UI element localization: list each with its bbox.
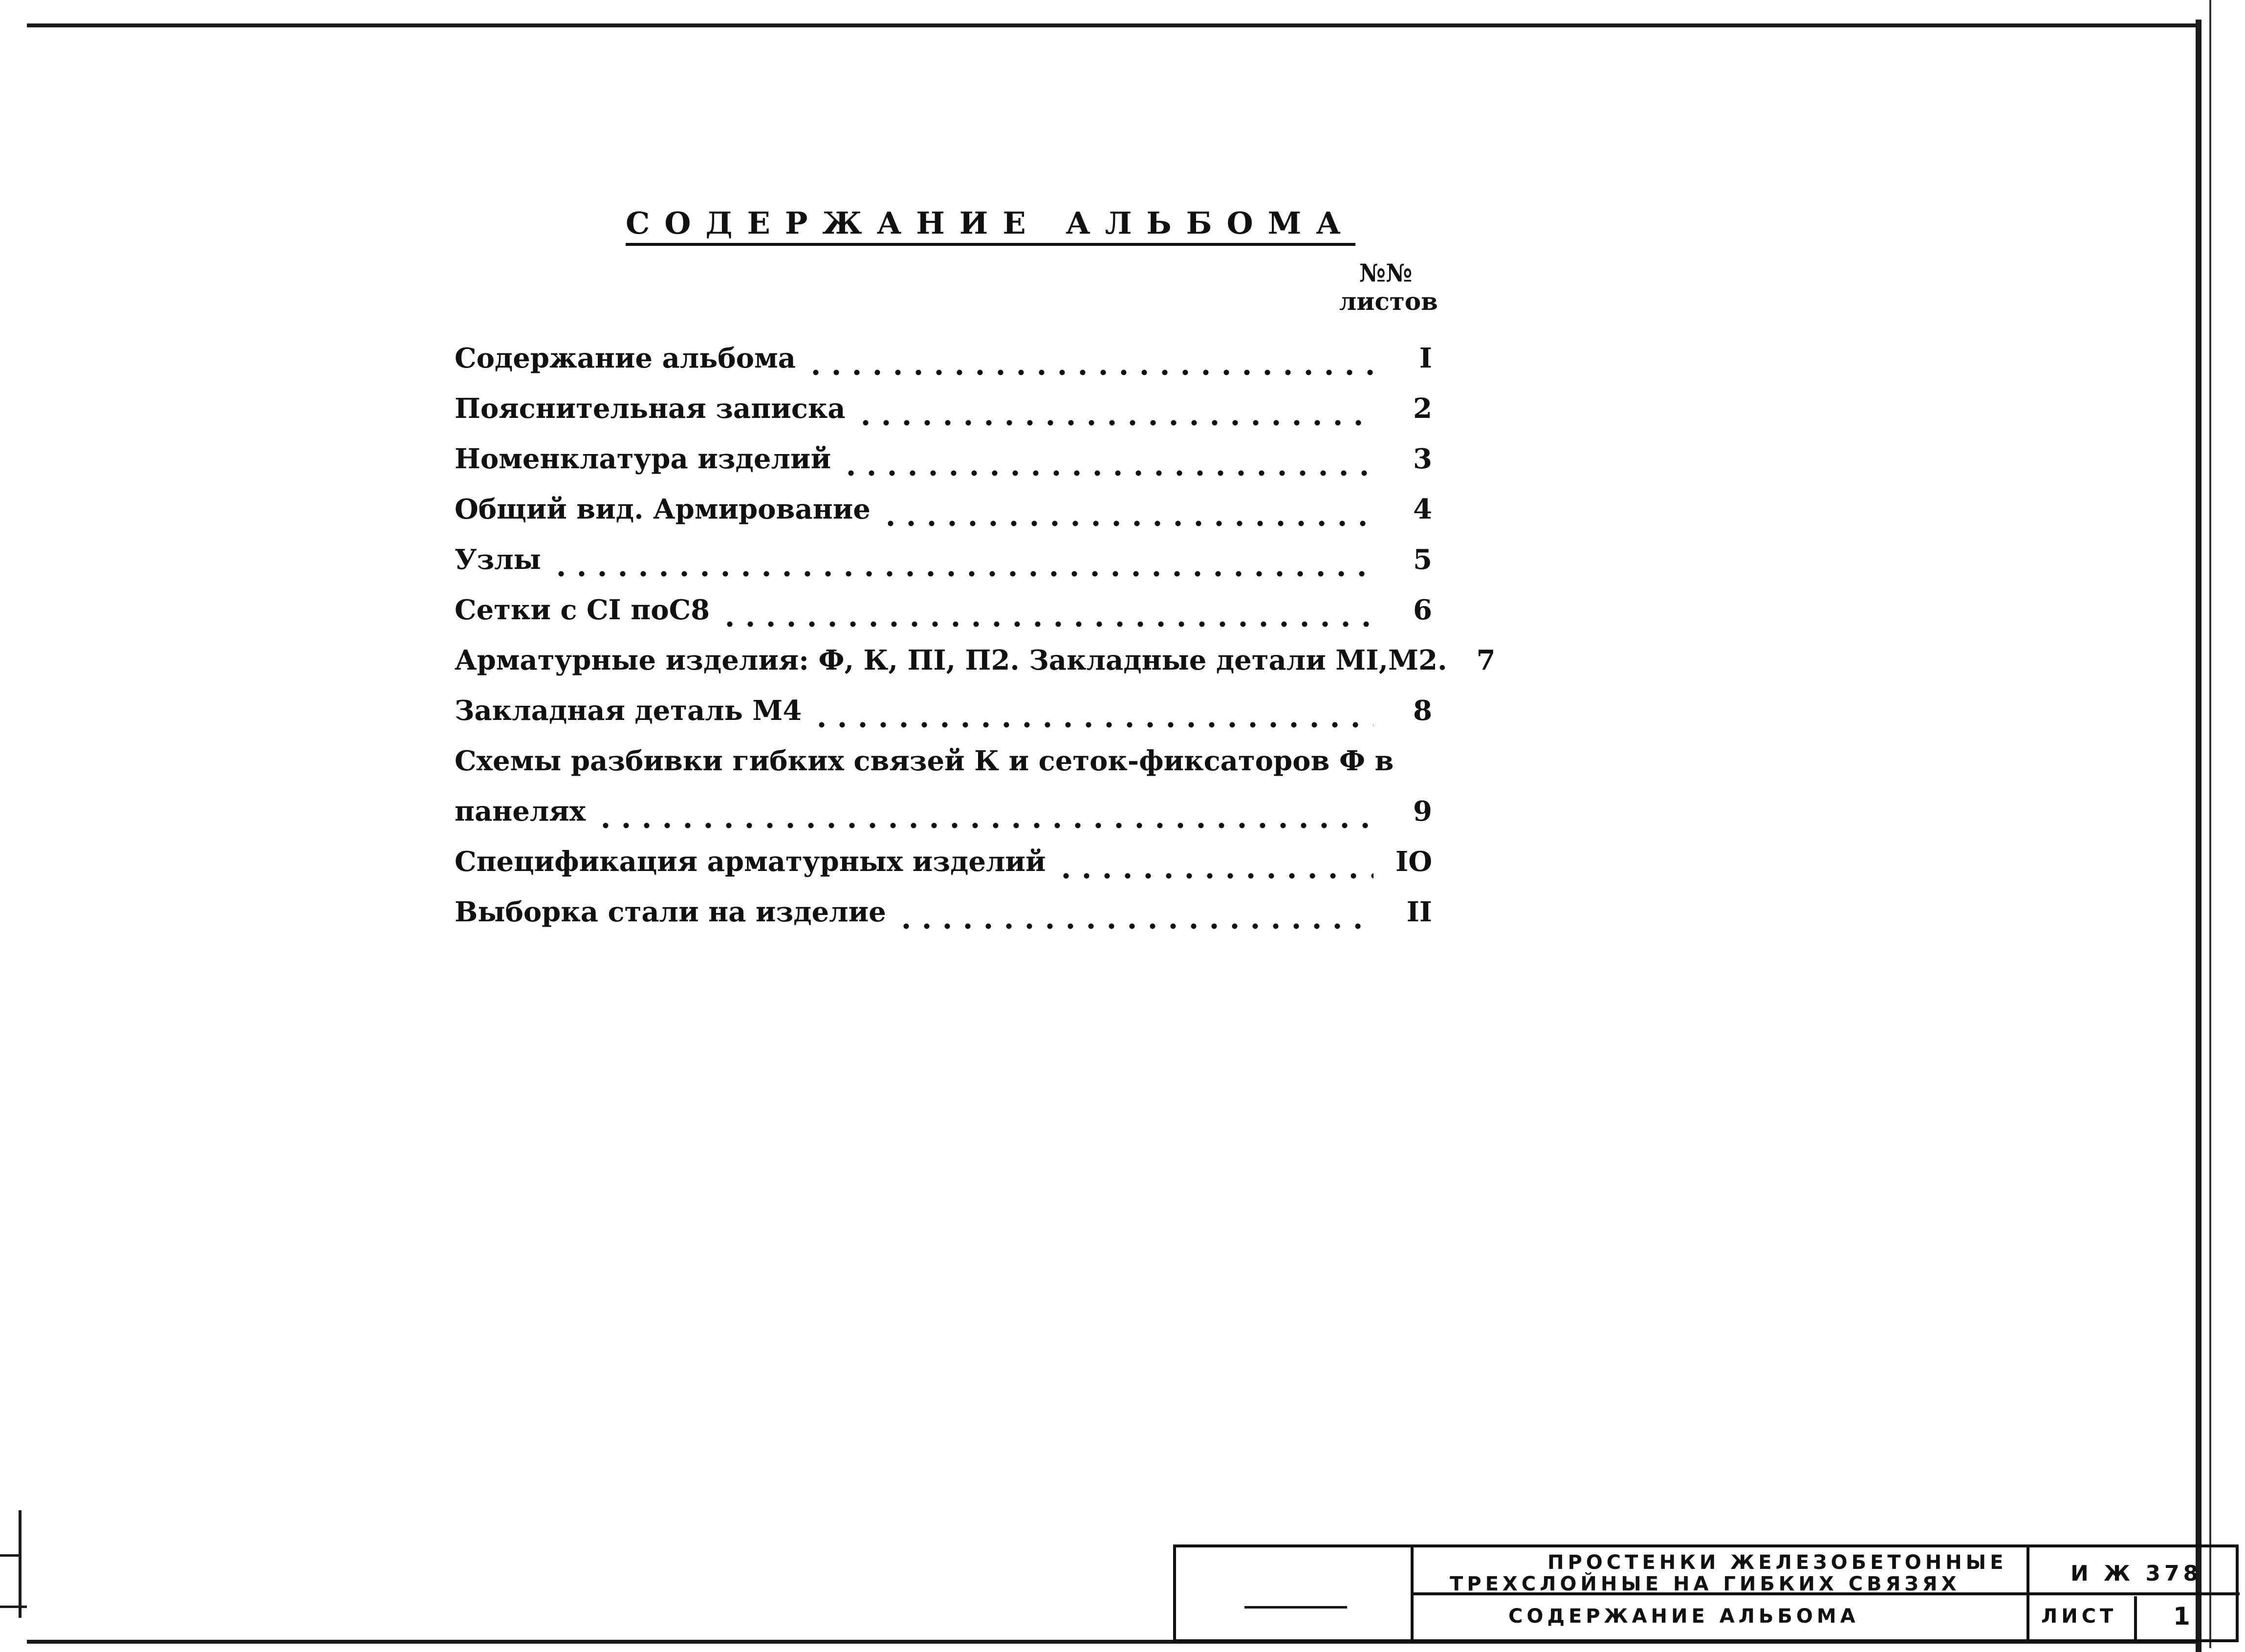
toc-entry <box>455 745 1432 795</box>
toc-entry <box>455 342 1432 392</box>
toc-entry-page: 7 <box>1476 644 1496 676</box>
table-of-contents <box>455 342 1496 946</box>
toc-entry <box>455 795 1432 846</box>
frame-tick <box>0 1606 27 1608</box>
project-title-line2: ТРЕХСЛОЙНЫЕ НА ГИБКИХ СВЯЗЯХ <box>1450 1573 1961 1595</box>
toc-entry-label: Номенклатура изделий <box>455 443 831 475</box>
toc-entry <box>455 443 1432 493</box>
toc-entry-page: 9 <box>1413 795 1432 827</box>
toc-entry <box>455 846 1432 896</box>
toc-dot-leader <box>551 571 1373 577</box>
toc-entry <box>455 543 1432 594</box>
sheet-number: 1 <box>2173 1602 2194 1630</box>
toc-dot-leader <box>806 370 1373 375</box>
document-title: СОДЕРЖАНИЕ АЛЬБОМА <box>626 205 1355 246</box>
toc-entry-page: 2 <box>1413 392 1432 425</box>
toc-entry-page: 4 <box>1413 493 1432 525</box>
toc-entry-page: 3 <box>1413 443 1432 475</box>
toc-entry-label: Закладная деталь М4 <box>455 695 802 727</box>
toc-entry <box>455 594 1432 644</box>
toc-entry-label: панелях <box>455 795 586 827</box>
title-block-dash <box>1244 1606 1347 1609</box>
toc-entry-page: 6 <box>1413 594 1432 626</box>
toc-dot-leader <box>719 621 1373 627</box>
toc-entry-label: Узлы <box>455 543 541 576</box>
toc-entry-page: 8 <box>1413 695 1432 727</box>
frame-right-edge <box>2209 0 2211 1648</box>
toc-entry-label: Общий вид. Армирование <box>455 493 871 525</box>
frame-tick <box>0 1554 20 1557</box>
toc-dot-leader <box>896 923 1373 929</box>
toc-entry-page: 5 <box>1413 543 1432 576</box>
toc-dot-leader <box>811 722 1373 728</box>
sheet-label: ЛИСТ <box>2041 1605 2117 1628</box>
toc-entry-label: Выборка стали на изделие <box>455 896 886 928</box>
toc-dot-leader <box>855 420 1373 426</box>
toc-entry-label: Схемы разбивки гибких связей К и сеток-фиксаторов Ф в <box>455 745 1394 777</box>
frame-right-line <box>2196 20 2201 1652</box>
project-title-line1: ПРОСТЕНКИ ЖЕЛЕЗОБЕТОННЫЕ <box>1548 1551 2007 1574</box>
sheet-number-column-header: №№ листов <box>1339 259 1438 316</box>
toc-entry-label: Содержание альбома <box>455 342 796 374</box>
toc-dot-leader <box>841 470 1373 476</box>
toc-entry-label: Арматурные изделия: Ф, К, ПI, П2. Закладные детали МI,М2. <box>455 644 1447 676</box>
toc-dot-leader <box>880 521 1373 526</box>
toc-entry-page: I <box>1419 342 1432 374</box>
frame-top-line <box>27 23 2201 27</box>
toc-entry-label: Сетки с СI поС8 <box>455 594 710 626</box>
title-block-divider <box>2134 1596 2137 1640</box>
toc-entry-page: II <box>1406 896 1432 928</box>
frame-left-line <box>19 1510 22 1618</box>
document-code: И Ж 378 <box>2071 1561 2202 1586</box>
toc-entry-label: Спецификация арматурных изделий <box>455 846 1046 878</box>
sheet-title: СОДЕРЖАНИЕ АЛЬБОМА <box>1508 1605 1859 1628</box>
toc-entry-page: IO <box>1395 846 1432 878</box>
toc-dot-leader <box>595 823 1373 828</box>
toc-entry <box>455 644 1496 695</box>
toc-entry <box>455 493 1432 543</box>
toc-entry <box>455 695 1432 745</box>
toc-entry-label: Пояснительная записка <box>455 392 846 425</box>
title-block <box>1173 1544 2239 1642</box>
toc-entry <box>455 392 1432 443</box>
toc-dot-leader <box>1056 873 1374 879</box>
toc-entry <box>455 896 1432 946</box>
